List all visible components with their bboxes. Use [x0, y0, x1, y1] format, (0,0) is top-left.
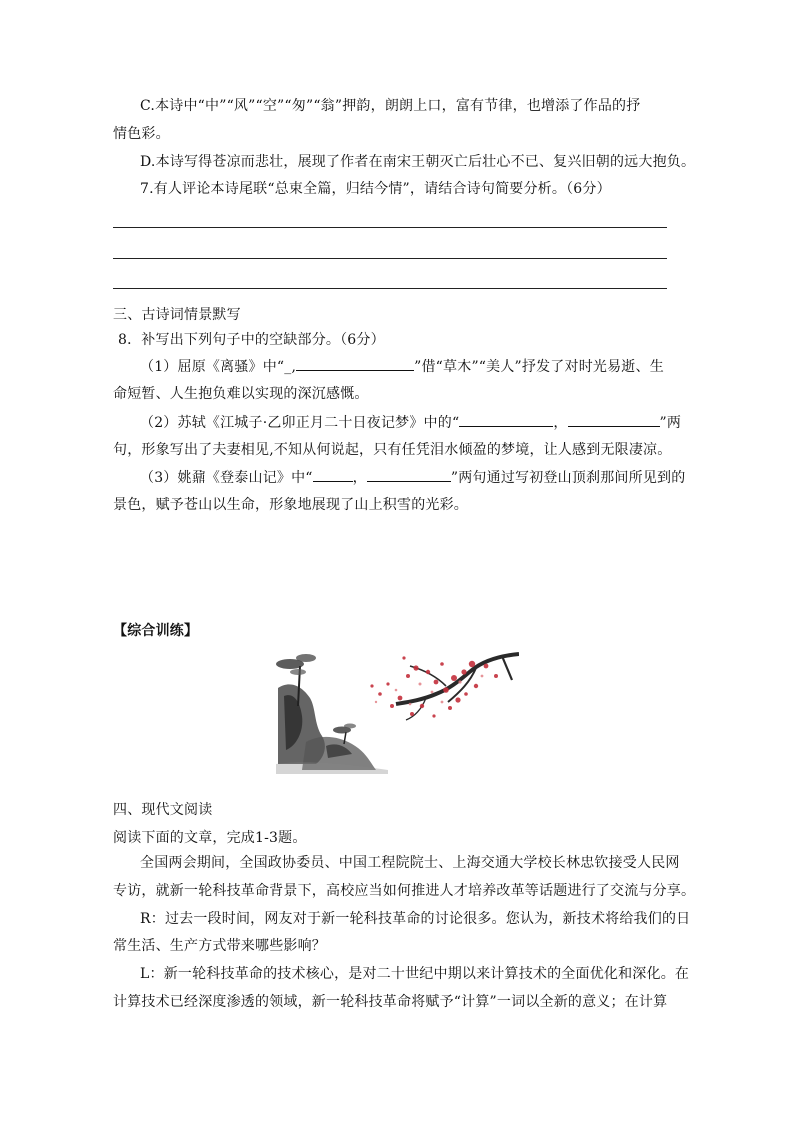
q8-item3-text-b: ”两句通过写初登山顶刹那间所见到的: [450, 470, 686, 486]
q8-item2-line2: 句，形象写出了夫妻相见,不知从何说起，只有任凭泪水倾盈的梦境，让人感到无限凄凉。: [113, 442, 672, 458]
q8-prompt: 8．补写出下列句子中的空缺部分。（6分）: [118, 332, 385, 348]
q8-item1-text-b: ”借“草木”“美人”抒发了对时光易逝、生: [414, 359, 664, 375]
paragraph2-line2: 常生活、生产方式带来哪些影响？: [113, 938, 326, 954]
q8-item1-line2: 命短暂、人生抱负难以实现的深沉感慨。: [113, 386, 369, 402]
q7-prompt: 7.有人评论本诗尾联“总束全篇，归结今情”，请结合诗句简要分析。（6分）: [140, 181, 611, 197]
option-c-line2: 情色彩。: [113, 126, 170, 142]
q8-item1-text-a: （1）屈原《离骚》中“_,: [140, 359, 297, 375]
q8-item2-line1: [140, 412, 681, 433]
answer-line-3: [113, 288, 667, 289]
ink-painting-illustration: [276, 646, 519, 774]
q8-item3-line1: [140, 467, 685, 488]
q8-item2-text-b: ”两: [659, 415, 682, 431]
q8-item2-text-a: （2）苏轼《江城子·乙卯正月二十日夜记梦》中的“: [140, 415, 460, 431]
paragraph1-line2: 专访，就新一轮科技革命背景下，高校应当如何推进人才培养改革等话题进行了交流与分享。: [113, 883, 696, 899]
q8-item2-blank-2[interactable]: [568, 412, 660, 427]
paragraph2-line1: R：过去一段时间，网友对于新一轮科技革命的讨论很多。您认为，新技术将给我们的日: [140, 911, 691, 927]
answer-line-2: [113, 258, 667, 259]
q8-item1-blank[interactable]: [296, 356, 414, 371]
paragraph3-line1: L：新一轮科技革命的技术核心，是对二十世纪中期以来计算技术的全面优化和深化。在: [140, 966, 690, 982]
q8-item3-line2: 景色，赋予苍山以生命，形象地展现了山上积雪的光彩。: [113, 497, 468, 513]
q8-item2-comma: ，: [553, 415, 568, 431]
q8-item2-blank-1[interactable]: [459, 412, 553, 427]
paragraph3-line2: 计算技术已经深度渗透的领域，新一轮科技革命将赋予“计算”一词以全新的意义；在计算: [113, 994, 668, 1010]
q8-item1-line1: [140, 356, 664, 377]
training-title: 【综合训练】: [113, 623, 199, 639]
option-d: D.本诗写得苍凉而悲壮，展现了作者在南宋王朝灭亡后壮心不已、复兴旧朝的远大抱负。: [140, 154, 696, 170]
answer-line-1: [113, 227, 667, 228]
q8-item3-blank-2[interactable]: [367, 467, 451, 482]
paragraph1-line1: 全国两会期间，全国政协委员、中国工程院院士、上海交通大学校长林忠钦接受人民网: [140, 855, 680, 871]
option-c-line1: C.本诗中“中”“风”“空”“匆”“翁”押韵，朗朗上口，富有节律，也增添了作品的抒: [140, 98, 641, 114]
section3-title: 三、古诗词情景默写: [113, 307, 241, 323]
q8-item3-comma: ，: [352, 470, 367, 486]
q8-item3-text-a: （3）姚鼐《登泰山记》中“: [140, 470, 313, 486]
section4-instruction: 阅读下面的文章，完成1-3题。: [113, 830, 307, 846]
section4-title: 四、现代文阅读: [113, 802, 213, 818]
q8-item3-blank-1[interactable]: [313, 467, 353, 482]
